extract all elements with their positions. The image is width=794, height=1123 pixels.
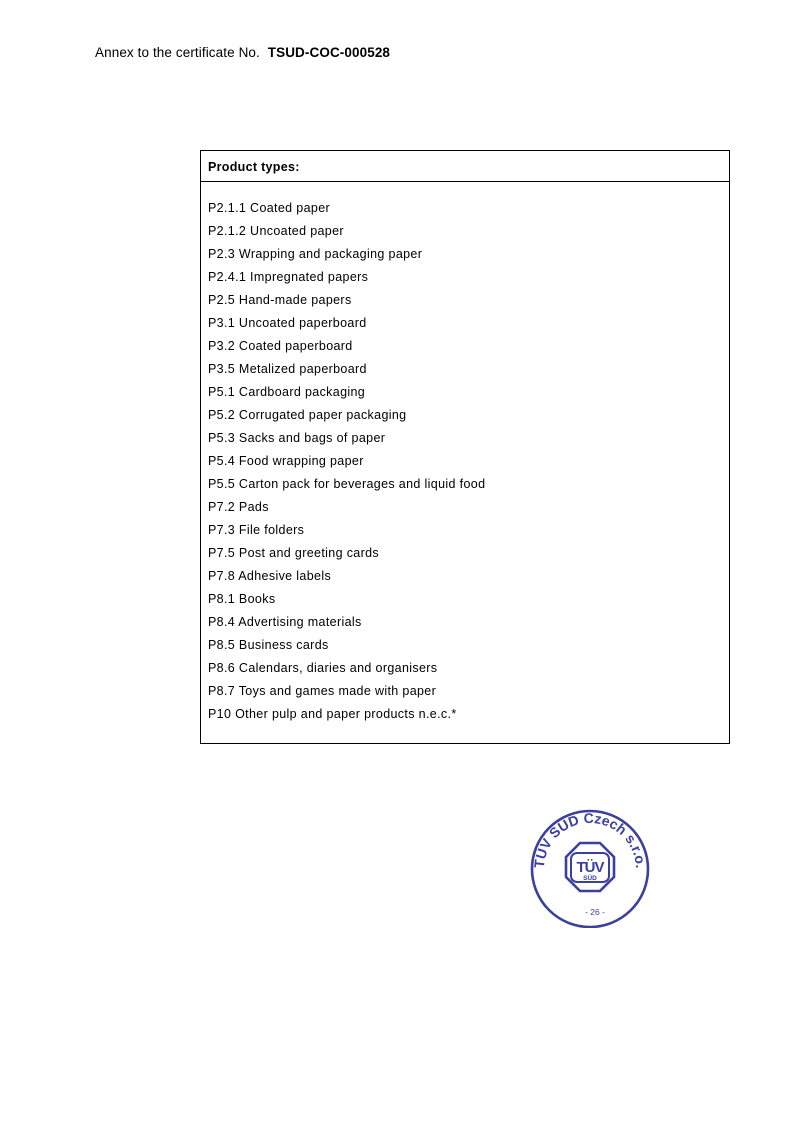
stamp-ring-text: TÜV SÜD Czech s.r.o. bbox=[530, 809, 650, 869]
product-types-table bbox=[200, 150, 730, 744]
list-item: P2.1.2 Uncoated paper bbox=[208, 224, 344, 238]
tuv-logo-text: TÜV bbox=[576, 859, 604, 876]
certificate-number: TSUD-COC-000528 bbox=[267, 45, 391, 60]
list-item: P5.2 Corrugated paper packaging bbox=[208, 408, 407, 422]
document-header bbox=[95, 45, 390, 60]
product-list bbox=[201, 182, 729, 726]
header-prefix: Annex to the certificate No. bbox=[95, 45, 260, 60]
list-item: P7.2 Pads bbox=[208, 500, 269, 514]
list-item: P3.2 Coated paperboard bbox=[208, 339, 353, 353]
list-item: P8.4 Advertising materials bbox=[208, 615, 362, 629]
list-item: P5.5 Carton pack for beverages and liquid food bbox=[208, 477, 486, 491]
list-item: P8.6 Calendars, diaries and organisers bbox=[208, 661, 438, 675]
list-item: P8.1 Books bbox=[208, 592, 276, 606]
list-item: P5.3 Sacks and bags of paper bbox=[208, 431, 386, 445]
list-item: P5.4 Food wrapping paper bbox=[208, 454, 364, 468]
list-item: P10 Other pulp and paper products n.e.c.* bbox=[208, 707, 457, 721]
table-heading: Product types: bbox=[201, 151, 729, 182]
list-item: P5.1 Cardboard packaging bbox=[208, 385, 366, 399]
sud-logo-text: SÜD bbox=[583, 875, 597, 882]
stamp-number: - 26 - bbox=[585, 907, 605, 917]
list-item: P7.5 Post and greeting cards bbox=[208, 546, 380, 560]
list-item: P8.5 Business cards bbox=[208, 638, 329, 652]
list-item: P2.4.1 Impregnated papers bbox=[208, 270, 369, 284]
list-item: P3.1 Uncoated paperboard bbox=[208, 316, 367, 330]
list-item: P2.1.1 Coated paper bbox=[208, 201, 331, 215]
list-item: P2.3 Wrapping and packaging paper bbox=[208, 247, 423, 261]
list-item: P7.8 Adhesive labels bbox=[208, 569, 332, 583]
list-item: P2.5 Hand-made papers bbox=[208, 293, 352, 307]
list-item: P7.3 File folders bbox=[208, 523, 305, 537]
list-item: P3.5 Metalized paperboard bbox=[208, 362, 367, 376]
list-item: P8.7 Toys and games made with paper bbox=[208, 684, 437, 698]
tuv-sud-stamp bbox=[527, 806, 653, 928]
